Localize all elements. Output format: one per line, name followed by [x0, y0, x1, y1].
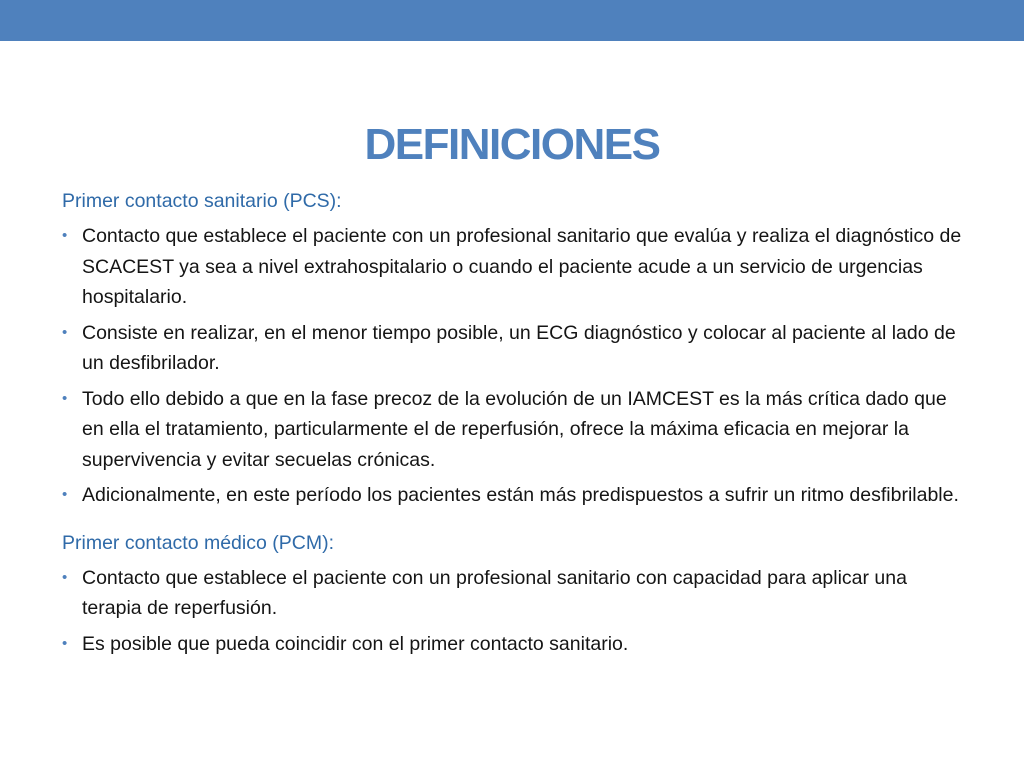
bullet-text: Contacto que establece el paciente con un profesional sanitario con capacidad para aplicar una terapia de reperfusión.	[82, 566, 907, 619]
bullet-icon: •	[62, 634, 68, 652]
bullet-icon: •	[62, 389, 68, 407]
bullet-list-pcs	[62, 221, 962, 511]
bullet-text: Consiste en realizar, en el menor tiempo posible, un ECG diagnóstico y colocar al paciente al lado de un desfibrilador.	[82, 321, 956, 374]
list-item	[62, 384, 962, 476]
list-item	[62, 221, 962, 313]
section-heading-pcs: Primer contacto sanitario (PCS):	[62, 190, 342, 212]
bullet-text: Adicionalmente, en este período los pacientes están más predispuestos a sufrir un ritmo desfibrilable.	[82, 484, 959, 506]
section-heading-pcm: Primer contacto médico (PCM):	[62, 531, 334, 554]
bullet-text: Todo ello debido a que en la fase precoz de la evolución de un IAMCEST es la más crítica dado que en ella el tratamiento, particularmente el de reperfusión, ofrece la máxima eficacia en mejorar la supervivencia y evitar secuelas crónicas.	[82, 387, 947, 471]
slide-content	[62, 186, 962, 664]
bullet-list-pcm	[62, 563, 962, 660]
bullet-icon: •	[62, 323, 68, 341]
bullet-text: Contacto que establece el paciente con un profesional sanitario que evalúa y realiza el diagnóstico de SCACEST ya sea a nivel extrahospitalario o cuando el paciente acude a un servicio de urgencias hospitalario.	[82, 225, 962, 308]
list-item	[62, 480, 962, 511]
bullet-icon: •	[62, 227, 68, 244]
bullet-text: Es posible que pueda coincidir con el primer contacto sanitario.	[82, 632, 629, 655]
top-accent-bar	[0, 0, 1024, 41]
list-item	[62, 318, 962, 379]
slide-title: DEFINICIONES	[364, 120, 660, 170]
bullet-icon: •	[62, 568, 68, 586]
list-item	[62, 563, 962, 624]
bullet-icon: •	[62, 486, 68, 503]
list-item	[62, 629, 962, 660]
